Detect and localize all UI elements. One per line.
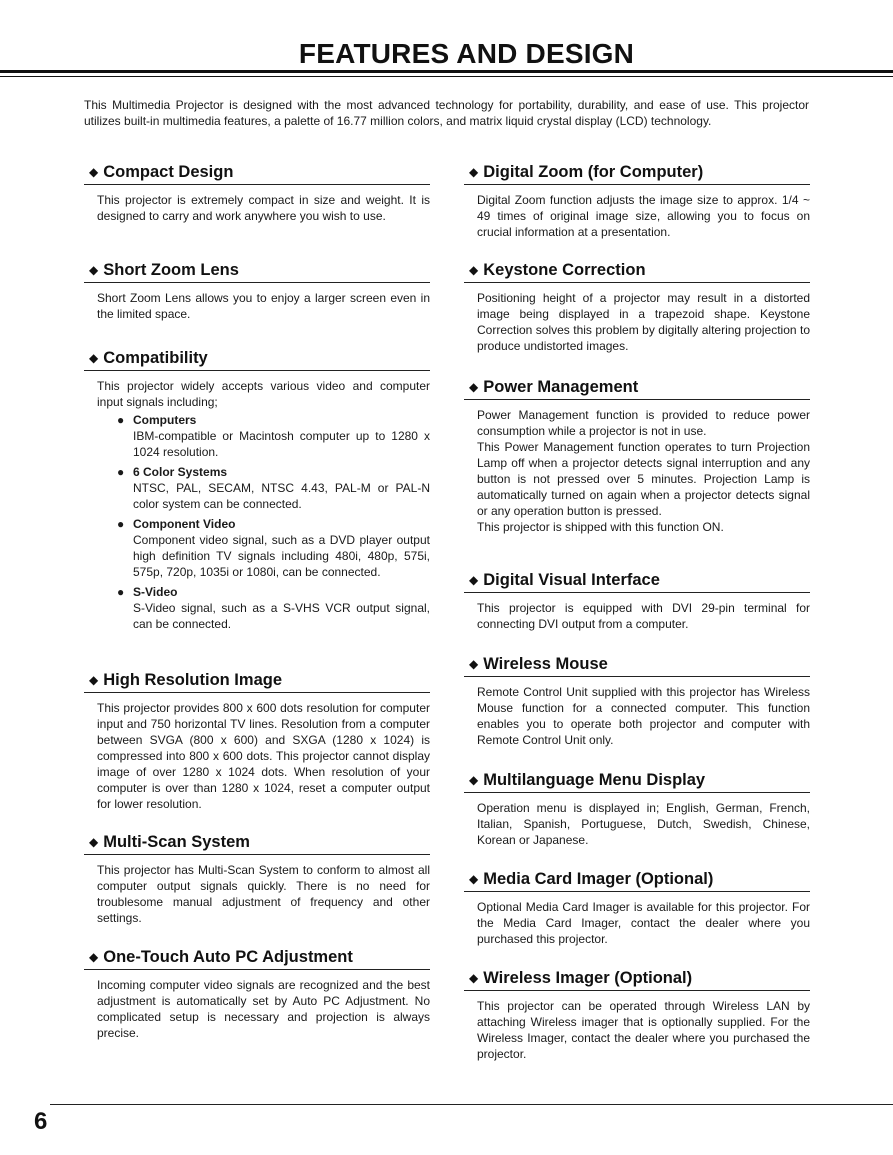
section-high-resolution-image bbox=[84, 670, 430, 832]
section-short-zoom-lens bbox=[84, 260, 430, 348]
section-power-management bbox=[464, 377, 810, 570]
bullet-icon: ● bbox=[117, 465, 125, 479]
diamond-icon: ◆ bbox=[469, 872, 479, 886]
section-body: This projector can be operated through Wireless LAN by attaching Wireless imager that is optionally supplied. For the Wireless Imager, contact the dealer where you purchased the projector. bbox=[477, 999, 810, 1061]
section-title: Digital Zoom (for Computer) bbox=[483, 163, 704, 181]
list-item bbox=[97, 516, 430, 580]
section-wireless-imager bbox=[464, 968, 810, 1062]
list-item bbox=[97, 464, 430, 512]
section-title: Short Zoom Lens bbox=[103, 261, 239, 279]
section-one-touch-auto-pc-adjustment bbox=[84, 947, 430, 1041]
bullet-icon: ● bbox=[117, 413, 125, 427]
diamond-icon: ◆ bbox=[89, 835, 99, 849]
section-media-card-imager bbox=[464, 869, 810, 968]
section-heading bbox=[464, 377, 810, 400]
section-heading bbox=[84, 348, 430, 371]
section-heading bbox=[464, 968, 810, 991]
section-title: Wireless Mouse bbox=[483, 655, 608, 673]
bullet-icon: ● bbox=[117, 517, 125, 531]
section-heading bbox=[84, 670, 430, 693]
diamond-icon: ◆ bbox=[469, 971, 479, 985]
section-body: This projector is extremely compact in size and weight. It is designed to carry and work anywhere you wish to use. bbox=[97, 193, 430, 223]
section-body: Remote Control Unit supplied with this projector has Wireless Mouse function for a connected computer. This function enables you to operate both projector and computer with Remote Control Unit only. bbox=[477, 685, 810, 747]
section-body: Incoming computer video signals are recognized and the best adjustment is automatically set by Auto PC Adjustment. No complicated setup is necessary and projection is always precise. bbox=[97, 978, 430, 1040]
section-heading bbox=[84, 260, 430, 283]
diamond-icon: ◆ bbox=[469, 380, 479, 394]
page-title: FEATURES AND DESIGN bbox=[298, 38, 635, 69]
section-title: Multi-Scan System bbox=[103, 833, 250, 851]
section-title: Wireless Imager (Optional) bbox=[483, 969, 693, 987]
section-paragraph: This projector is shipped with this function ON. bbox=[477, 520, 724, 534]
list-item bbox=[97, 412, 430, 460]
section-paragraph: This Power Management function operates to turn Projection Lamp off when a projector detects signal interruption and any button is not pressed over 5 minutes. Projection Lamp is automatically turned on again when a projector detects signal or any operation button is pressed. bbox=[477, 440, 810, 518]
bullet-icon: ● bbox=[117, 585, 125, 599]
intro-paragraph: This Multimedia Projector is designed with the most advanced technology for portability, durability, and ease of use. This projector utilizes built-in multimedia features, a palette of 16.77 million colors, and matrix liquid crystal display (LCD) technology. bbox=[84, 98, 809, 128]
section-heading bbox=[84, 832, 430, 855]
diamond-icon: ◆ bbox=[469, 165, 479, 179]
list-item-text: Component video signal, such as a DVD player output high definition TV signals including 480i, 480p, 575i, 575p, 720p, 1035i or 1080i, can be connected. bbox=[133, 533, 430, 579]
section-heading bbox=[464, 162, 810, 185]
page-number: 6 bbox=[34, 1108, 48, 1135]
title-rule bbox=[0, 70, 893, 73]
section-heading bbox=[464, 869, 810, 892]
section-heading bbox=[84, 162, 430, 185]
section-title: Keystone Correction bbox=[483, 261, 646, 279]
section-paragraph: Power Management function is provided to reduce power consumption while a projector is not in use. bbox=[477, 408, 810, 438]
section-keystone-correction bbox=[464, 260, 810, 377]
section-title: Compact Design bbox=[103, 163, 234, 181]
section-compact-design bbox=[84, 162, 430, 260]
section-body bbox=[464, 400, 810, 535]
section-wireless-mouse bbox=[464, 654, 810, 770]
section-intro: This projector widely accepts various video and computer input signals including; bbox=[97, 379, 430, 409]
title-rule-thin bbox=[0, 76, 893, 77]
list-item-title: S-Video bbox=[133, 585, 178, 599]
section-title: One-Touch Auto PC Adjustment bbox=[103, 948, 353, 966]
diamond-icon: ◆ bbox=[89, 950, 99, 964]
section-body: This projector provides 800 x 600 dots resolution for computer input and 750 horizontal TV lines. Resolution from a computer between SVGA (800 x 600) and SXGA (1280 x 1024) is compressed into 800 x 600 dots. This projector cannot display image of over 1280 x 1024 dots. When resolution of your computer is over than 1280 x 1024, reset a computer output for lower resolution. bbox=[97, 701, 430, 811]
list-item-text: S-Video signal, such as a S-VHS VCR output signal, can be connected. bbox=[133, 601, 430, 631]
diamond-icon: ◆ bbox=[469, 263, 479, 277]
section-body: Positioning height of a projector may result in a distorted image being displayed in a trapezoid shape. Keystone Correction solves this problem by digitally altering projection to produce undistorted images. bbox=[477, 291, 810, 353]
diamond-icon: ◆ bbox=[89, 263, 99, 277]
section-title: Multilanguage Menu Display bbox=[483, 771, 706, 789]
section-digital-zoom bbox=[464, 162, 810, 260]
list-item-text: NTSC, PAL, SECAM, NTSC 4.43, PAL-M or PAL-N color system can be connected. bbox=[133, 481, 430, 511]
diamond-icon: ◆ bbox=[89, 351, 99, 365]
section-title: Media Card Imager (Optional) bbox=[483, 870, 714, 888]
section-heading bbox=[464, 260, 810, 283]
section-heading bbox=[84, 947, 430, 970]
list-item-text: IBM-compatible or Macintosh computer up to 1280 x 1024 resolution. bbox=[133, 429, 430, 459]
list-item-title: 6 Color Systems bbox=[133, 465, 228, 479]
footer-rule bbox=[50, 1104, 893, 1105]
section-heading bbox=[464, 770, 810, 793]
section-body: This projector is equipped with DVI 29-pin terminal for connecting DVI output from a computer. bbox=[477, 601, 810, 631]
section-multi-scan-system bbox=[84, 832, 430, 947]
section-title: Power Management bbox=[483, 378, 639, 396]
diamond-icon: ◆ bbox=[89, 165, 99, 179]
diamond-icon: ◆ bbox=[469, 657, 479, 671]
section-title: Digital Visual Interface bbox=[483, 571, 660, 589]
section-body: Operation menu is displayed in; English, German, French, Italian, Spanish, Portuguese, Dutch, Swedish, Chinese, Korean or Japanese. bbox=[477, 801, 810, 847]
section-body: Optional Media Card Imager is available for this projector. For the Media Card Imager, contact the dealer where you purchased this projector. bbox=[477, 900, 810, 946]
left-column bbox=[84, 162, 430, 1041]
list-item bbox=[97, 584, 430, 632]
section-title: Compatibility bbox=[103, 349, 208, 367]
section-digital-visual-interface bbox=[464, 570, 810, 654]
section-heading bbox=[464, 654, 810, 677]
section-multilanguage-menu-display bbox=[464, 770, 810, 869]
section-body: This projector has Multi-Scan System to conform to almost all computer output signals quickly. There is no need for troublesome manual adjustment of frequency and other settings. bbox=[97, 863, 430, 925]
right-column bbox=[464, 162, 810, 1062]
diamond-icon: ◆ bbox=[469, 773, 479, 787]
diamond-icon: ◆ bbox=[89, 673, 99, 687]
section-title: High Resolution Image bbox=[103, 671, 282, 689]
section-body: Short Zoom Lens allows you to enjoy a larger screen even in the limited space. bbox=[97, 291, 430, 321]
section-body bbox=[84, 371, 430, 632]
section-heading bbox=[464, 570, 810, 593]
compatibility-list bbox=[97, 412, 430, 632]
list-item-title: Computers bbox=[133, 413, 197, 427]
diamond-icon: ◆ bbox=[469, 573, 479, 587]
section-compatibility bbox=[84, 348, 430, 670]
section-body: Digital Zoom function adjusts the image size to approx. 1/4 ~ 49 times of original image size, allowing you to focus on crucial information at a presentation. bbox=[477, 193, 810, 239]
list-item-title: Component Video bbox=[133, 517, 236, 531]
